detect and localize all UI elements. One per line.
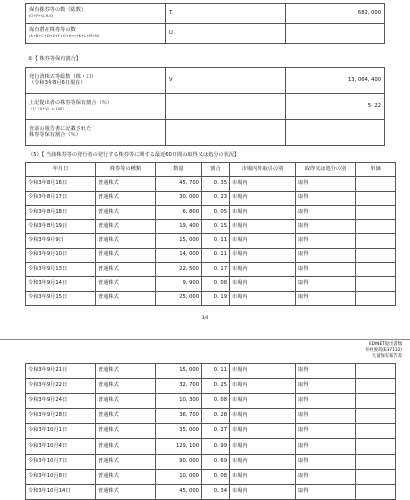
table-row (26, 409, 396, 424)
cell-acquire-dispose: 取得 (296, 439, 356, 454)
cell-unit-price (356, 177, 396, 191)
cell-type: 普通株式 (96, 469, 156, 484)
cell-date: 令和3年9月22日 (26, 379, 96, 394)
total-holdings-formula: (O+P+Q-R-S) (29, 14, 53, 19)
table-row (26, 484, 396, 499)
cell-quantity: 10, 000 (156, 469, 202, 484)
cell-unit-price (356, 191, 396, 205)
cell-market: 市場内 (230, 439, 296, 454)
header-unit-price: 単価 (356, 163, 396, 177)
cell-quantity: 45, 700 (156, 177, 202, 191)
cell-acquire-dispose: 取得 (296, 469, 356, 484)
acquisitions-body-page2 (26, 364, 396, 500)
cell-quantity: 35, 000 (156, 424, 202, 439)
cell-ratio: 0. 08 (202, 469, 230, 484)
potential-holdings-value (286, 24, 385, 44)
cell-market: 市場内 (230, 394, 296, 409)
acquisitions-body-page1 (26, 177, 396, 306)
cell-acquire-dispose: 取得 (296, 205, 356, 219)
cell-unit-price (356, 277, 396, 291)
cell-ratio: 0. 19 (202, 291, 230, 305)
cell-quantity: 30, 000 (156, 191, 202, 205)
header-quantity: 数量 (156, 163, 202, 177)
cell-type: 普通株式 (96, 234, 156, 248)
cell-unit-price (356, 220, 396, 234)
cell-acquire-dispose: 取得 (296, 263, 356, 277)
ratio-heading: ②【 株券等保有割合】 (28, 56, 81, 62)
table-row (26, 220, 396, 234)
holding-ratio-label-cell (26, 94, 166, 120)
previous-ratio-row (26, 120, 385, 146)
cell-acquire-dispose: 取得 (296, 454, 356, 469)
cell-ratio: 0. 05 (202, 205, 230, 219)
header-acquire-dispose: 取得又は処分の別 (296, 163, 356, 177)
cell-acquire-dispose: 取得 (296, 234, 356, 248)
cell-type: 普通株式 (96, 291, 156, 305)
cell-type: 普通株式 (96, 394, 156, 409)
cell-type: 普通株式 (96, 263, 156, 277)
cell-ratio: 0. 11 (202, 234, 230, 248)
cell-market: 市場内 (230, 191, 296, 205)
cell-acquire-dispose: 取得 (296, 394, 356, 409)
cell-quantity: 22, 500 (156, 263, 202, 277)
table-row (26, 277, 396, 291)
cell-unit-price (356, 379, 396, 394)
cell-quantity: 15, 000 (156, 234, 202, 248)
cell-date: 令和3年10月4日 (26, 439, 96, 454)
cell-quantity: 36, 700 (156, 409, 202, 424)
potential-holdings-formula: (A+B+C+D+E+F+G+H+J+K+L+M+N) (29, 34, 100, 39)
potential-holdings-row (26, 24, 385, 44)
cell-ratio: 0. 08 (202, 277, 230, 291)
cell-market: 市場内 (230, 469, 296, 484)
previous-ratio-value (286, 120, 385, 146)
cell-unit-price (356, 234, 396, 248)
cell-ratio: 0. 27 (202, 424, 230, 439)
cell-ratio: 0. 17 (202, 263, 230, 277)
cell-type: 普通株式 (96, 191, 156, 205)
cell-unit-price (356, 205, 396, 219)
cell-acquire-dispose: 取得 (296, 379, 356, 394)
cell-unit-price (356, 484, 396, 499)
cell-acquire-dispose: 取得 (296, 277, 356, 291)
table-row (26, 191, 396, 205)
cell-unit-price (356, 439, 396, 454)
cell-date: 令和3年9月9日 (26, 234, 96, 248)
cell-quantity: 15, 000 (156, 364, 202, 379)
cell-unit-price (356, 454, 396, 469)
cell-type: 普通株式 (96, 364, 156, 379)
cell-market: 市場内 (230, 291, 296, 305)
cell-date: 令和3年9月10日 (26, 248, 96, 262)
holding-ratio-value: 5. 22 (286, 94, 385, 120)
cell-acquire-dispose: 取得 (296, 484, 356, 499)
table-row (26, 379, 396, 394)
cell-ratio: 0. 28 (202, 409, 230, 424)
cell-quantity: 25, 000 (156, 291, 202, 305)
cell-ratio: 0. 23 (202, 191, 230, 205)
cell-date: 令和3年8月19日 (26, 220, 96, 234)
cell-market: 市場内 (230, 177, 296, 191)
page-divider (0, 339, 410, 340)
filer-name: 井村俊哉(E37132) (365, 347, 402, 353)
report-title: 大量保有報告書 (371, 353, 402, 359)
cell-date: 令和3年9月28日 (26, 409, 96, 424)
cell-market: 市場内 (230, 364, 296, 379)
cell-acquire-dispose: 取得 (296, 424, 356, 439)
total-holdings-label-cell (26, 4, 166, 24)
cell-acquire-dispose: 取得 (296, 291, 356, 305)
cell-quantity: 129, 100 (156, 439, 202, 454)
table-row (26, 424, 396, 439)
cell-ratio: 0. 35 (202, 177, 230, 191)
cell-date: 令和3年10月8日 (26, 469, 96, 484)
cell-date: 令和3年8月18日 (26, 205, 96, 219)
cell-market: 市場内 (230, 234, 296, 248)
cell-ratio: 0. 11 (202, 248, 230, 262)
header-ratio: 割合 (202, 163, 230, 177)
cell-unit-price (356, 263, 396, 277)
cell-type: 普通株式 (96, 439, 156, 454)
table-row (26, 364, 396, 379)
table-row (26, 205, 396, 219)
table-row (26, 263, 396, 277)
table-row (26, 177, 396, 191)
cell-unit-price (356, 291, 396, 305)
cell-date: 令和3年10月14日 (26, 484, 96, 499)
cell-quantity: 6, 800 (156, 205, 202, 219)
total-holdings-code: T (166, 4, 286, 24)
page-number: 3/4 (201, 315, 209, 320)
cell-market: 市場内 (230, 205, 296, 219)
cell-market: 市場内 (230, 277, 296, 291)
cell-type: 普通株式 (96, 248, 156, 262)
cell-ratio: 0. 34 (202, 484, 230, 499)
cell-type: 普通株式 (96, 277, 156, 291)
holding-ratio-code (166, 94, 286, 120)
edinet-label: EDINET提出書類 (368, 342, 402, 347)
cell-date: 令和3年10月1日 (26, 424, 96, 439)
cell-type: 普通株式 (96, 409, 156, 424)
table-row (26, 454, 396, 469)
cell-date: 令和3年9月14日 (26, 277, 96, 291)
cell-quantity: 32, 700 (156, 379, 202, 394)
cell-ratio: 0. 08 (202, 394, 230, 409)
cell-market: 市場内 (230, 484, 296, 499)
cell-type: 普通株式 (96, 454, 156, 469)
cell-unit-price (356, 394, 396, 409)
table-row (26, 234, 396, 248)
cell-market: 市場内 (230, 248, 296, 262)
cell-quantity: 14, 000 (156, 248, 202, 262)
cell-ratio: 0. 15 (202, 220, 230, 234)
cell-unit-price (356, 469, 396, 484)
potential-holdings-code: U (166, 24, 286, 44)
issued-shares-date: （令和3年8月6日現在） (29, 79, 86, 86)
cell-quantity: 19, 400 (156, 220, 202, 234)
total-holdings-label: 保有株券等の数（総数） (29, 7, 87, 14)
table-row (26, 469, 396, 484)
cell-quantity: 9, 900 (156, 277, 202, 291)
acquisitions-table-page2 (25, 363, 396, 500)
previous-ratio-code (166, 120, 286, 146)
cell-acquire-dispose: 取得 (296, 177, 356, 191)
potential-holdings-label: 保有潜在株券等の数 (29, 27, 76, 34)
cell-date: 令和3年8月16日 (26, 177, 96, 191)
holding-ratio-formula: （T/（U+V）× 100） (29, 107, 66, 112)
cell-unit-price (356, 364, 396, 379)
issued-shares-value: 13, 064, 400 (286, 68, 385, 94)
cell-acquire-dispose: 取得 (296, 220, 356, 234)
cell-date: 令和3年10月7日 (26, 454, 96, 469)
cell-quantity: 10, 300 (156, 394, 202, 409)
cell-unit-price (356, 409, 396, 424)
ratio-table (25, 67, 385, 146)
header-date: 年月日 (26, 163, 96, 177)
cell-acquire-dispose: 取得 (296, 364, 356, 379)
header-market: 市場内外取引の別 (230, 163, 296, 177)
issued-shares-label: 発行済株式等総数（株・口） (29, 73, 97, 80)
cell-type: 普通株式 (96, 177, 156, 191)
cell-unit-price (356, 248, 396, 262)
potential-holdings-label-cell (26, 24, 166, 44)
header-type: 株券等の種類 (96, 163, 156, 177)
cell-market: 市場内 (230, 220, 296, 234)
total-holdings-row (26, 4, 385, 24)
cell-type: 普通株式 (96, 205, 156, 219)
cell-date: 令和3年9月24日 (26, 394, 96, 409)
cell-market: 市場内 (230, 424, 296, 439)
cell-ratio: 0. 69 (202, 454, 230, 469)
cell-market: 市場内 (230, 454, 296, 469)
cell-date: 令和3年9月13日 (26, 263, 96, 277)
table-row (26, 439, 396, 454)
cell-quantity: 90, 000 (156, 454, 202, 469)
issued-shares-label-cell (26, 68, 166, 94)
cell-market: 市場内 (230, 263, 296, 277)
cell-acquire-dispose: 取得 (296, 191, 356, 205)
issued-shares-row (26, 68, 385, 94)
cell-type: 普通株式 (96, 424, 156, 439)
table-row (26, 394, 396, 409)
holdings-table (25, 3, 385, 44)
acquisitions-heading: （5）【 当該株券等の発行者の発行する株券等に関する最近60日間の取得又は処分の状況】 (28, 152, 240, 158)
holding-ratio-label: 上記提出者の株券等保有割合（％） (29, 100, 113, 107)
cell-type: 普通株式 (96, 379, 156, 394)
cell-type: 普通株式 (96, 484, 156, 499)
table-row (26, 248, 396, 262)
acquisitions-header-row (26, 163, 396, 177)
issued-shares-code: V (166, 68, 286, 94)
cell-acquire-dispose: 取得 (296, 409, 356, 424)
cell-type: 普通株式 (96, 220, 156, 234)
cell-market: 市場内 (230, 379, 296, 394)
holding-ratio-row (26, 94, 385, 120)
previous-ratio-label-cell (26, 120, 166, 146)
page2-header (365, 342, 402, 359)
cell-date: 令和3年9月15日 (26, 291, 96, 305)
total-holdings-value: 682, 000 (286, 4, 385, 24)
acquisitions-table-page1 (25, 162, 396, 306)
cell-date: 令和3年9月21日 (26, 364, 96, 379)
cell-acquire-dispose: 取得 (296, 248, 356, 262)
cell-ratio: 0. 99 (202, 439, 230, 454)
previous-ratio-label-1: 直前の報告書に記載された (29, 125, 92, 132)
cell-date: 令和3年8月17日 (26, 191, 96, 205)
cell-quantity: 45, 000 (156, 484, 202, 499)
previous-ratio-label-2: 株券等保有割合（％） (29, 131, 81, 138)
table-row (26, 291, 396, 305)
cell-unit-price (356, 424, 396, 439)
cell-ratio: 0. 11 (202, 364, 230, 379)
cell-ratio: 0. 25 (202, 379, 230, 394)
cell-market: 市場内 (230, 409, 296, 424)
